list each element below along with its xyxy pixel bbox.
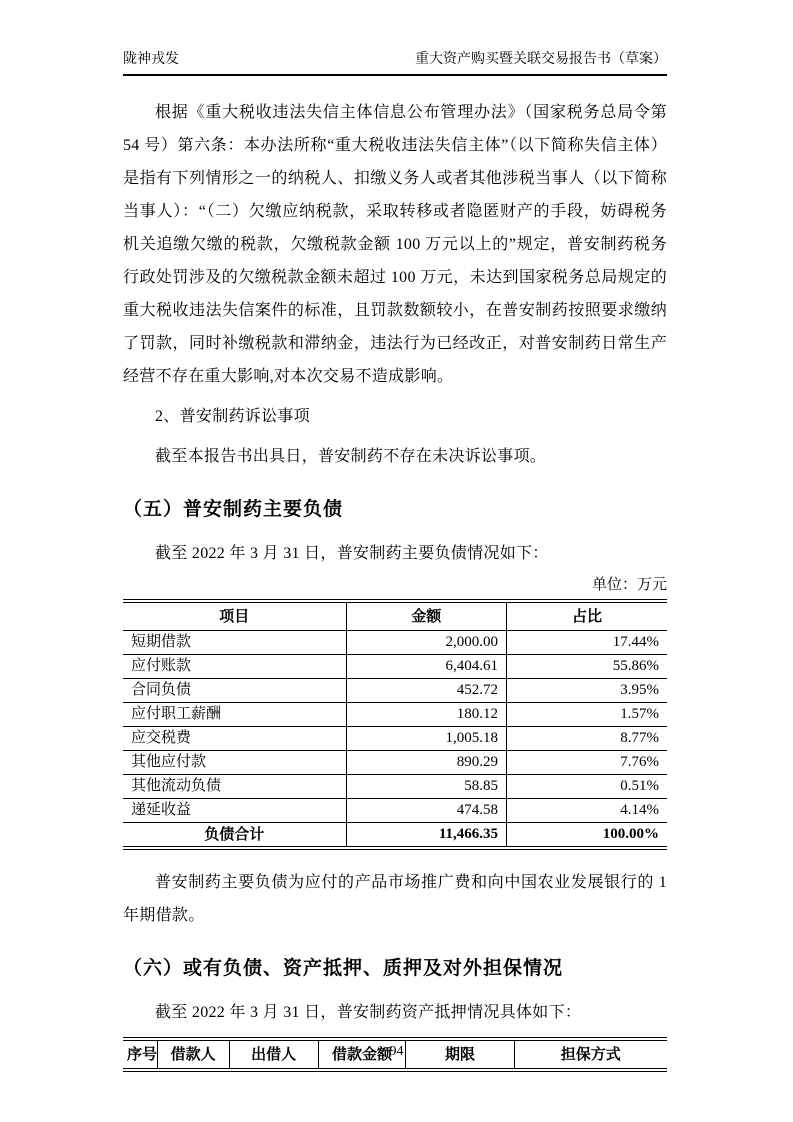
table-row (123, 679, 667, 703)
paragraph-tax-regulation: 根据《重大税收违法失信主体信息公布管理办法》（国家税务总局令第 54 号）第六条：本办法所称“重大税收违法失信主体”（以下简称失信主体）是指有下列情形之一的纳税人、扣缴义务人或者其他涉税当事人（以下简称当事人）：“（二）欠缴应纳税款，采取转移或者隐匿财产的手段，妨碍税务机关追缴欠缴的税款，欠缴税款金额 100 万元以上的”规定，普安制药税务行政处罚涉及的欠缴税款金额未超过 100 万元，未达到国家税务总局规定的重大税收违法失信案件的标准，且罚款数额较小，在普安制药按照要求缴纳了罚款，同时补缴税款和滞纳金，违法行为已经改正，对普安制药日常生产经营不存在重大影响,对本次交易不造成影响。 (123, 104, 667, 385)
table-cell: 8.77% (507, 727, 668, 751)
liabilities-intro: 截至 2022 年 3 月 31 日，普安制药主要负债情况如下： (155, 545, 549, 562)
table-total-row (123, 823, 667, 849)
liability-table (123, 599, 667, 850)
table-cell: 474.58 (346, 799, 506, 823)
column-header-item: 项目 (123, 601, 346, 631)
unit-label: 单位：万元 (591, 577, 667, 593)
table-row (123, 655, 667, 679)
page-number: 94 (389, 1044, 404, 1059)
column-header-loan-amount: 借款金额 (318, 1039, 406, 1070)
table-cell: 11,466.35 (346, 823, 506, 849)
table-header-row (123, 601, 667, 631)
table-row (123, 703, 667, 727)
table-cell: 短期借款 (123, 631, 346, 655)
column-header-borrower: 借款人 (157, 1039, 229, 1070)
table-row (123, 751, 667, 775)
table-cell: 负债合计 (123, 823, 346, 849)
table-row (123, 775, 667, 799)
header-report-title: 重大资产购买暨关联交易报告书（草案） (415, 52, 667, 67)
table-cell: 应付账款 (123, 655, 346, 679)
table-cell: 应交税费 (123, 727, 346, 751)
table-cell: 7.76% (507, 751, 668, 775)
table-cell: 17.44% (507, 631, 668, 655)
header-company-name: 陇神戎发 (123, 52, 179, 67)
table-cell: 2,000.00 (346, 631, 506, 655)
table-cell: 890.29 (346, 751, 506, 775)
table-cell: 合同负债 (123, 679, 346, 703)
table-cell: 1.57% (507, 703, 668, 727)
table-cell: 55.86% (507, 655, 668, 679)
column-header-ratio: 占比 (507, 601, 668, 631)
table-cell: 6,404.61 (346, 655, 506, 679)
litigation-subheading: 2、普安制药诉讼事项 (155, 408, 311, 425)
pledge-intro: 截至 2022 年 3 月 31 日，普安制药资产抵押情况具体如下： (155, 1004, 582, 1021)
table-cell: 0.51% (507, 775, 668, 799)
liability-note-paragraph: 普安制药主要负债为应付的产品市场推广费和向中国农业发展银行的 1 年期借款。 (123, 874, 667, 924)
table-cell: 递延收益 (123, 799, 346, 823)
column-header-lender: 出借人 (229, 1039, 318, 1070)
section-heading-liabilities: （五）普安制药主要负债 (123, 499, 344, 520)
table-cell: 452.72 (346, 679, 506, 703)
table-cell: 其他应付款 (123, 751, 346, 775)
column-header-term: 期限 (406, 1039, 514, 1070)
column-header-amount: 金额 (346, 601, 506, 631)
table-cell: 58.85 (346, 775, 506, 799)
running-header (123, 0, 667, 76)
table-cell: 3.95% (507, 679, 668, 703)
table-cell: 应付职工薪酬 (123, 703, 346, 727)
section-heading-contingent: （六）或有负债、资产抵押、质押及对外担保情况 (123, 958, 564, 979)
column-header-serial: 序号 (123, 1039, 157, 1070)
table-cell: 100.00% (507, 823, 668, 849)
table-cell: 1,005.18 (346, 727, 506, 751)
table-cell: 其他流动负债 (123, 775, 346, 799)
table-row (123, 631, 667, 655)
table-cell: 180.12 (346, 703, 506, 727)
table-cell: 4.14% (507, 799, 668, 823)
column-header-guarantee: 担保方式 (514, 1039, 667, 1070)
litigation-paragraph: 截至本报告书出具日，普安制药不存在未决诉讼事项。 (155, 448, 547, 465)
table-row (123, 799, 667, 823)
table-row (123, 727, 667, 751)
